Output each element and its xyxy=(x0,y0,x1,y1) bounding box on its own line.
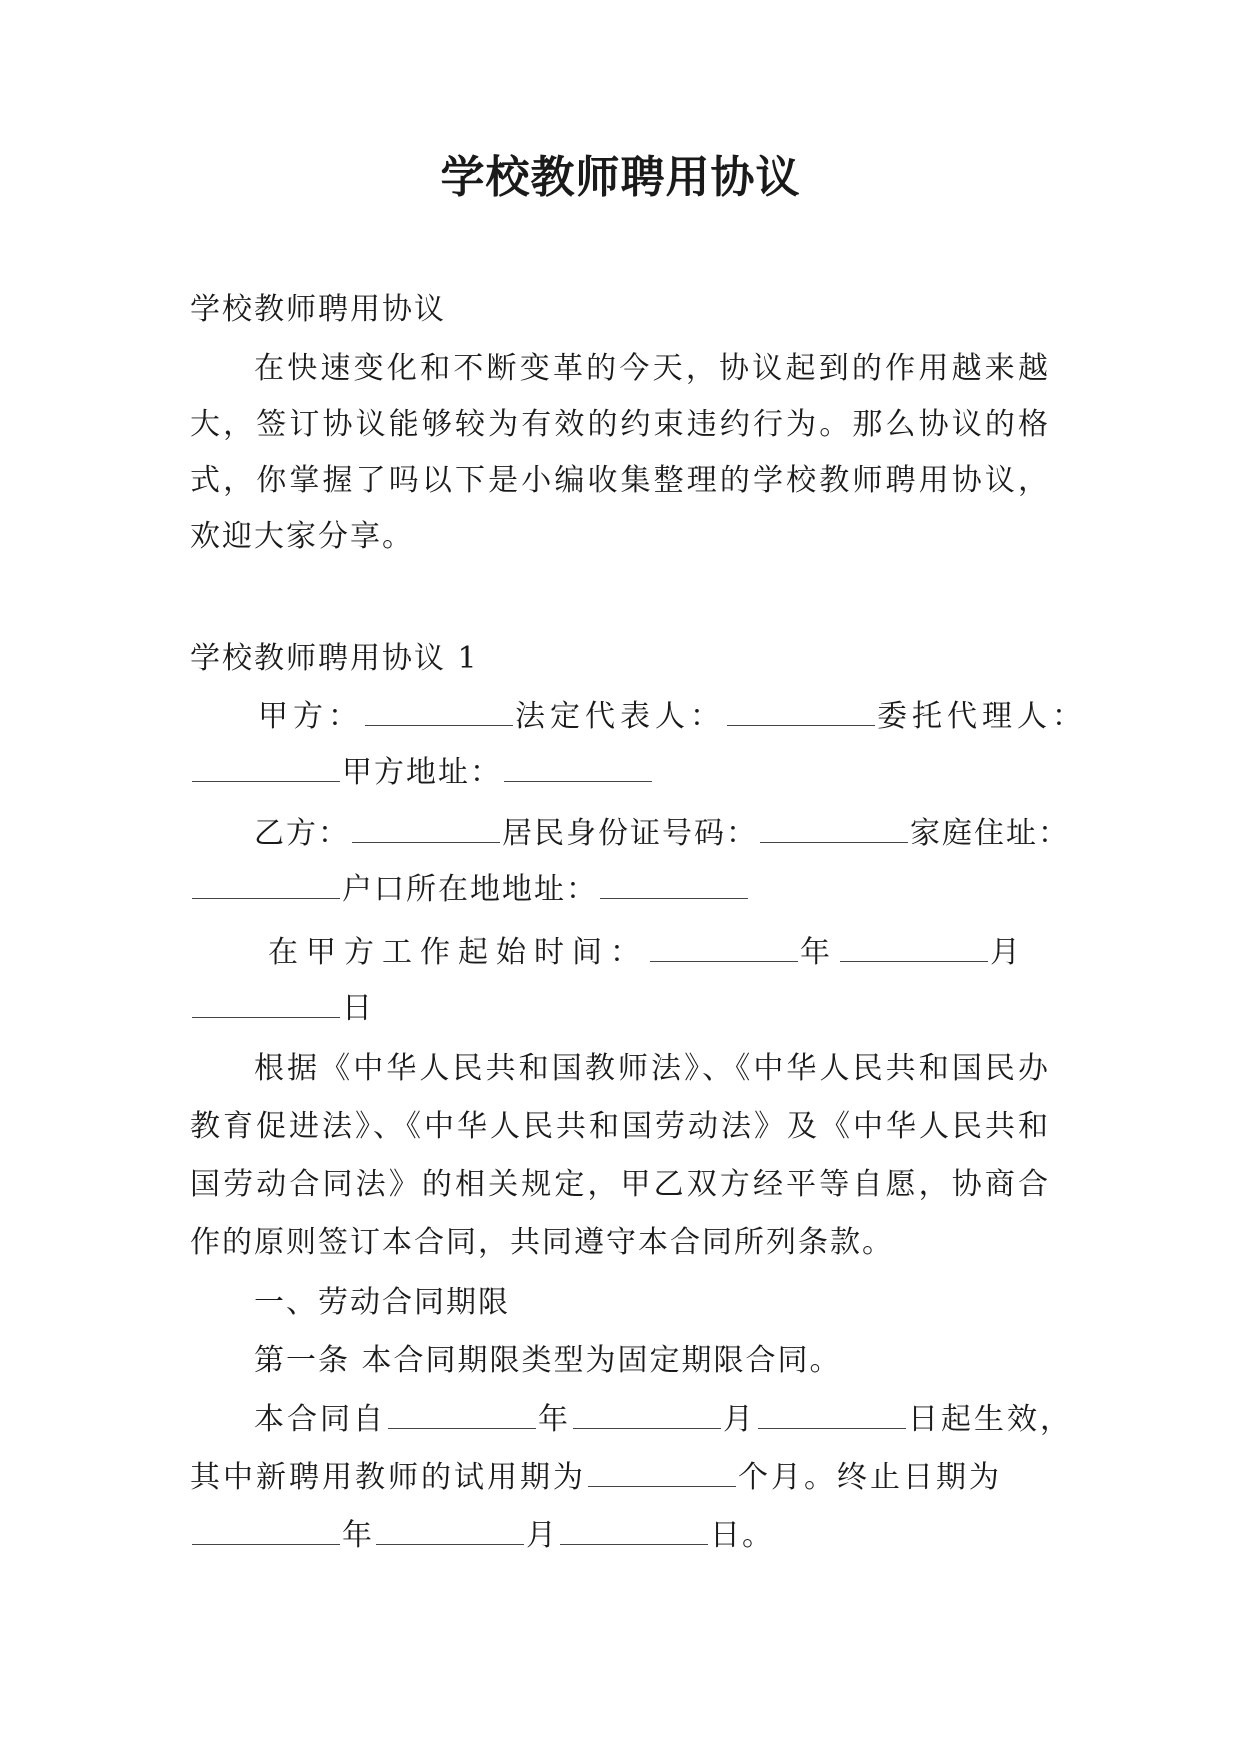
party-a-rep-blank xyxy=(727,701,875,726)
term-line-2 xyxy=(190,1458,1002,1498)
start-time-label: 在甲方工作起始时间： xyxy=(268,935,648,970)
intro-line-1: 在快速变化和不断变革的今天，协议起到的作用越来越 xyxy=(254,351,1050,386)
start-year-label: 年 xyxy=(800,935,838,970)
term-day-blank xyxy=(758,1404,906,1429)
term-month-label: 月 xyxy=(723,1402,756,1437)
trial-months-blank xyxy=(588,1462,736,1487)
term-prefix: 本合同自 xyxy=(254,1402,386,1437)
trial-prefix: 其中新聘用教师的试用期为 xyxy=(190,1460,586,1495)
end-year-blank xyxy=(192,1520,340,1545)
party-a-agent-label: 委托代理人： xyxy=(877,699,1087,734)
party-b-hukou-blank xyxy=(600,874,748,899)
party-b-home-blank xyxy=(192,874,340,899)
term-effective-label: 日起生效， xyxy=(908,1402,1073,1437)
party-a-line xyxy=(258,697,1087,737)
basis-line-3: 国劳动合同法》的相关规定，甲乙双方经平等自愿，协商合 xyxy=(190,1167,1050,1202)
party-b-label: 乙方： xyxy=(254,816,350,851)
subtitle: 学校教师聘用协议 xyxy=(190,292,446,327)
intro-line-3: 式，你掌握了吗以下是小编收集整理的学校教师聘用协议， xyxy=(190,463,1050,498)
start-month-label: 月 xyxy=(990,935,1028,970)
end-day-label: 日。 xyxy=(710,1518,774,1553)
party-b-home-label: 家庭住址： xyxy=(910,816,1070,851)
trial-suffix: 个月。终止日期为 xyxy=(738,1460,1002,1495)
section-heading-1: 学校教师聘用协议 1 xyxy=(190,641,479,676)
party-b-hukou-line xyxy=(190,870,750,910)
basis-line-2: 教育促进法》、《中华人民共和国劳动法》及《中华人民共和 xyxy=(190,1109,1050,1144)
party-a-address-label: 甲方地址： xyxy=(342,755,502,790)
party-b-blank xyxy=(352,818,500,843)
intro-line-2: 大，签订协议能够较为有效的约束违约行为。那么协议的格 xyxy=(190,407,1050,442)
start-day-label: 日 xyxy=(342,991,374,1026)
start-year-blank xyxy=(650,937,798,962)
party-a-agent-blank xyxy=(192,757,340,782)
party-b-id-blank xyxy=(760,818,908,843)
party-b-id-label: 居民身份证号码： xyxy=(502,816,758,851)
term-line-1 xyxy=(254,1400,1073,1440)
party-b-line xyxy=(254,814,1070,854)
start-day-blank xyxy=(192,993,340,1018)
start-month-blank xyxy=(840,937,988,962)
party-a-label: 甲方： xyxy=(258,699,363,734)
term-year-blank xyxy=(388,1404,536,1429)
party-a-rep-label: 法定代表人： xyxy=(515,699,725,734)
party-a-address-line xyxy=(190,753,654,793)
start-time-line xyxy=(268,933,1028,973)
end-year-label: 年 xyxy=(342,1518,374,1553)
term-year-label: 年 xyxy=(538,1402,571,1437)
basis-line-4: 作的原则签订本合同，共同遵守本合同所列条款。 xyxy=(190,1225,894,1260)
start-day-line xyxy=(190,989,374,1029)
article-1: 第一条 本合同期限类型为固定期限合同。 xyxy=(254,1343,842,1378)
end-day-blank xyxy=(560,1520,708,1545)
basis-line-1: 根据《中华人民共和国教师法》、《中华人民共和国民办 xyxy=(254,1051,1050,1086)
term-month-blank xyxy=(573,1404,721,1429)
section-heading-term: 一、劳动合同期限 xyxy=(254,1285,510,1320)
party-b-hukou-label: 户口所在地地址： xyxy=(342,872,598,907)
party-a-blank xyxy=(365,701,513,726)
end-month-label: 月 xyxy=(526,1518,558,1553)
party-a-address-blank xyxy=(504,757,652,782)
term-line-3 xyxy=(190,1516,774,1556)
end-month-blank xyxy=(376,1520,524,1545)
intro-line-4: 欢迎大家分享。 xyxy=(190,519,414,554)
document-title: 学校教师聘用协议 xyxy=(440,152,801,203)
